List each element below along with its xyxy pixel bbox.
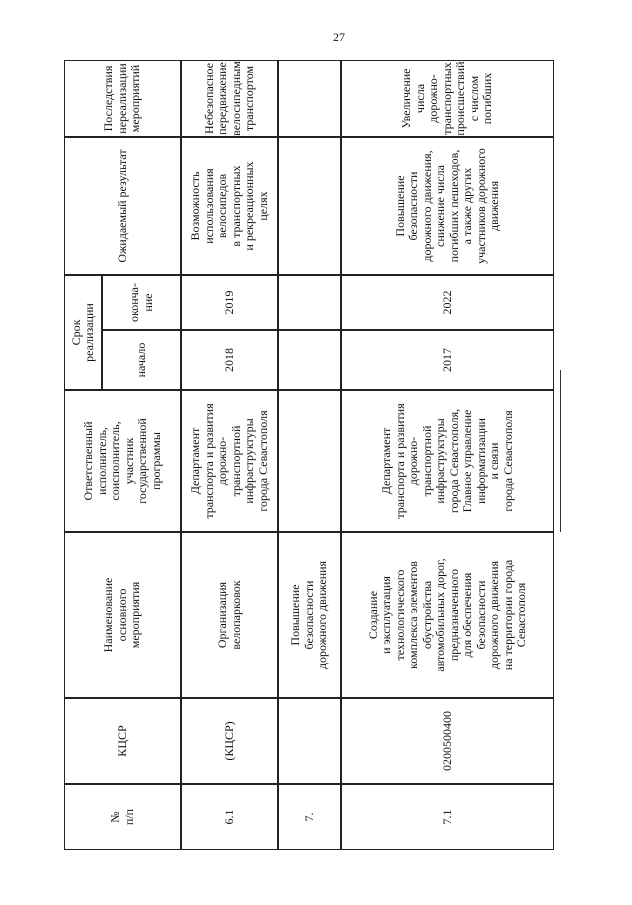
table-wrapper <box>64 60 554 850</box>
row-6-1-responsible: Департамент транспорта и развития дорожно- транспортной инфраструктуры города Севастополя <box>181 390 278 532</box>
row-6-1-consequences: Небезопасное передвижение велосипедным транспортом <box>181 60 278 137</box>
header-term-start: начало <box>102 330 181 390</box>
row-7-1-name: Создание и эксплуатация технологического комплекса элементов обустройства автомобильных дорог, предназначенного для обеспечения безопасности дорожного движения на территории города Севастополя <box>341 532 554 698</box>
row-7-start <box>278 330 341 390</box>
row-7-name: Повышение безопасности дорожного движения <box>278 532 341 698</box>
row-6-1-name: Организация велопарковок <box>181 532 278 698</box>
row-6-1-kcsr: (КЦСР) <box>181 698 278 784</box>
row-7-result <box>278 137 341 275</box>
row-7-kcsr <box>278 698 341 784</box>
row-6-1-result: Возможность использования велосипедов в транспортных и рекреационных целях <box>181 137 278 275</box>
row-6-1-num: 6.1 <box>181 784 278 850</box>
page-number: 27 <box>333 30 345 44</box>
header-kcsr: КЦСР <box>64 698 181 784</box>
header-result: Ожидаемый результат <box>64 137 181 275</box>
row-7-responsible <box>278 390 341 532</box>
header-num: № п/п <box>64 784 181 850</box>
row-6-1-end: 2019 <box>181 275 278 330</box>
row-6-1-start: 2018 <box>181 330 278 390</box>
end-rule <box>560 370 561 532</box>
row-7-1-consequences: Увеличение числа дорожно- транспортных происшествий с числом погибших <box>341 60 554 137</box>
header-name: Наименование основного мероприятия <box>64 532 181 698</box>
row-7-1-responsible: Департамент транспорта и развития дорожно- транспортной инфраструктуры города Севастополя, Главное управление информатизации и связи города Севастополя <box>341 390 554 532</box>
row-7-1-start: 2017 <box>341 330 554 390</box>
row-7-end <box>278 275 341 330</box>
header-term: Срок реализации <box>64 275 102 390</box>
row-7-1-result: Повышение безопасности дорожного движения, снижение числа погибших пешеходов, а также других участников дорожного движения <box>341 137 554 275</box>
header-consequences: Последствия нереализации мероприятий <box>64 60 181 137</box>
measures-table <box>64 60 554 850</box>
row-7-1-kcsr: 0200500400 <box>341 698 554 784</box>
header-responsible: Ответственный исполнитель, соисполнитель, участник государственной программы <box>64 390 181 532</box>
row-7-1-num: 7.1 <box>341 784 554 850</box>
row-7-consequences <box>278 60 341 137</box>
header-term-end: оконча- ние <box>102 275 181 330</box>
row-7-num: 7. <box>278 784 341 850</box>
row-7-1-end: 2022 <box>341 275 554 330</box>
